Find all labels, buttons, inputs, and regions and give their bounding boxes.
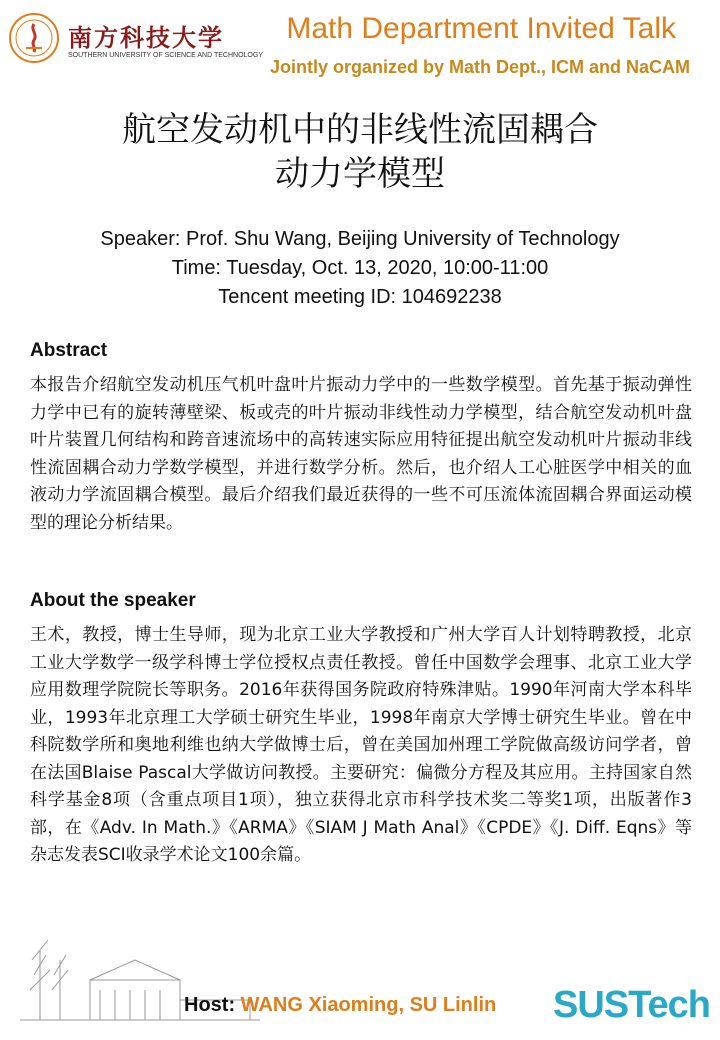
abstract-text: 本报告介绍航空发动机压气机叶盘叶片振动力学中的一些数学模型。首先基于振动弹性力学中已有的旋转薄壁梁、板或壳的叶片振动非线性动力学模型，结合航空发动机叶盘叶片装置几何结构和跨音速流场中的高转速实际应用特征提出航空发动机叶片振动非线性流固耦合动力学数学模型，并进行数学分析。然后，也介绍人工心脏医学中相关的血液动力学流固耦合模型。最后介绍我们最近获得的一些不可压流体流固耦合界面运动模型的理论分析结果。 [30, 375, 692, 533]
meeting-id-line: Tencent meeting ID: 104692238 [218, 286, 502, 308]
host-line [184, 994, 496, 1017]
host-label: Host: [184, 994, 241, 1016]
logo-english-name: SOUTHERN UNIVERSITY OF SCIENCE AND TECHNOLOGY [68, 52, 263, 59]
abstract-heading: Abstract [30, 340, 108, 361]
header-title: Math Department Invited Talk [286, 12, 676, 45]
university-seal-icon [8, 12, 60, 64]
host-names: WANG Xiaoming, SU Linlin [240, 994, 497, 1016]
university-logo [8, 12, 263, 68]
speaker-line: Speaker: Prof. Shu Wang, Beijing University of Technology [100, 228, 620, 250]
talk-title-line1: 航空发动机中的非线性流固耦合 [122, 110, 598, 150]
about-speaker-text: 王术，教授，博士生导师，现为北京工业大学教授和广州大学百人计划特聘教授，北京工业大学数学一级学科博士学位授权点责任教授。曾任中国数学会理事、北京工业大学应用数理学院院长等职务。2016年获得国务院政府特殊津贴。1990年河南大学本科毕业，1993年北京理工大学硕士研究生毕业，1998年南京大学博士研究生毕业。曾在中科院数学所和奥地利维也纳大学做博士后，曾在美国加州理工学院做高级访问学者，曾在法国Blaise Pascal大学做访问教授。主要研究：偏微分方程及其应用。主持国家自然科学基金8项（含重点项目1项），独立获得北京市科学技术奖二等奖1项，出版著作3部，在《Adv. In Math.》《ARMA》《SIAM J Math Anal》《CPDE》《J. Diff. Eqns》等杂志发表SCI收录学术论文100余篇。 [30, 625, 692, 865]
time-line: Time: Tuesday, Oct. 13, 2020, 10:00-11:00 [171, 257, 549, 279]
header-subtitle: Jointly organized by Math Dept., ICM and NaCAM [269, 57, 690, 77]
about-speaker-heading: About the speaker [30, 590, 196, 611]
logo-chinese-name: 南方科技大学 [68, 23, 224, 52]
talk-title-line2: 动力学模型 [275, 154, 445, 194]
sustech-brand-logo: SUSTech [552, 984, 710, 1026]
